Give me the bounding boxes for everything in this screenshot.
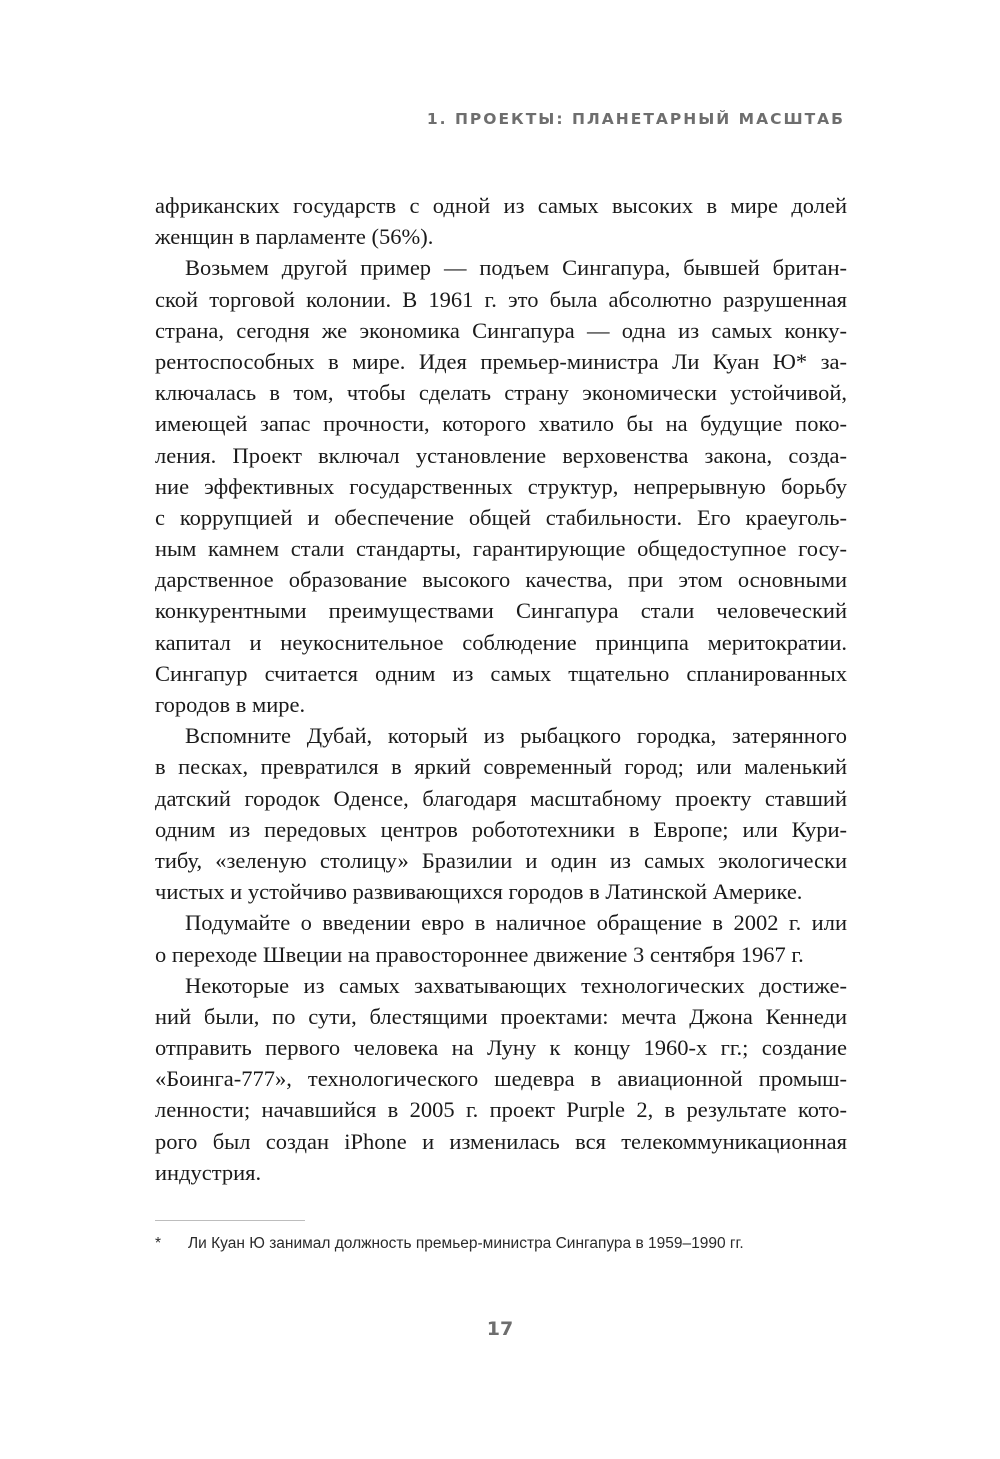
paragraph [155,252,847,720]
text-line: отправить первого человека на Луну к концу 1960-х гг.; создание [155,1035,847,1061]
text-line: с коррупцией и обеспечение общей стабильности. Его краеуголь- [155,504,847,530]
footnote [155,1235,855,1253]
text-line: ключалась в том, чтобы сделать страну экономически устойчивой, [155,380,847,406]
page-number: 17 [486,1318,514,1340]
paragraph [155,907,847,969]
text-line: ным камнем стали стандарты, гарантирующие общедоступное госу- [155,536,847,562]
text-line: городов в мире. [155,692,306,717]
footnote-divider [155,1220,305,1221]
text-line: ской торговой колонии. В 1961 г. это была абсолютно разрушенная [155,286,847,312]
paragraph [155,970,847,1188]
text-line: дарственное образование высокого качества, при этом основными [155,567,847,593]
paragraph [155,190,847,252]
text-line: датский городок Оденсе, благодаря масштабному проекту ставший [155,785,847,811]
text-line: рентоспособных в мире. Идея премьер-министра Ли Куан Ю* за- [155,348,847,374]
text-line: Подумайте о введении евро в наличное обращение в 2002 г. или [185,910,847,936]
text-line: тибу, «зеленую столицу» Бразилии и один из самых экологически [155,847,847,873]
text-line: конкурентными преимуществами Сингапура стали человеческий [155,598,847,624]
text-line: о переходе Швеции на правостороннее движение 3 сентября 1967 г. [155,941,804,967]
text-line: одним из передовых центров робототехники в Европе; или Кури- [155,816,847,842]
footnote-marker: * [155,1235,162,1252]
text-line: ления. Проект включал установление верховенства закона, созда- [155,442,847,468]
text-line: в песках, превратился в яркий современный город; или маленький [155,754,847,780]
text-line: Вспомните Дубай, который из рыбацкого городка, затерянного [185,723,847,749]
text-line: индустрия. [155,1159,262,1185]
text-line: капитал и неукоснительное соблюдение принципа меритократии. [155,629,847,655]
text-line: чистых и устойчиво развивающихся городов в Латинской Америке. [155,879,803,905]
text-line: имеющей запас прочности, которого хватило бы на будущие поко- [155,411,847,437]
text-line: ние эффективных государственных структур, непрерывную борьбу [155,473,847,499]
running-title: 1. ПРОЕКТЫ: ПЛАНЕТАРНЫЙ МАСШТАБ [426,110,845,128]
text-line: женщин в парламенте (56%). [155,224,434,250]
text-line: ний были, по сути, блестящими проектами: мечта Джона Кеннеди [155,1003,847,1029]
text-line: Некоторые из самых захватывающих технологических достиже- [185,972,847,998]
text-line: страна, сегодня же экономика Сингапура — одна из самых конку- [155,317,847,343]
text-line: Сингапур считается одним из самых тщательно спланированных [155,660,847,686]
text-line: «Боинга-777», технологического шедевра в авиационной промыш- [155,1066,847,1092]
paragraph [155,720,847,907]
body-text [155,190,847,1188]
text-line: ленности; начавшийся в 2005 г. проект Purple 2, в результате кото- [155,1097,847,1123]
text-line: африканских государств с одной из самых высоких в мире долей [155,193,847,218]
text-line: рого был создан iPhone и изменилась вся телекоммуникационная [155,1128,847,1154]
footnote-text: Ли Куан Ю занимал должность премьер-министра Сингапура в 1959–1990 гг. [188,1235,744,1252]
text-line: Возьмем другой пример — подъем Сингапура, бывшей британ- [185,255,847,281]
